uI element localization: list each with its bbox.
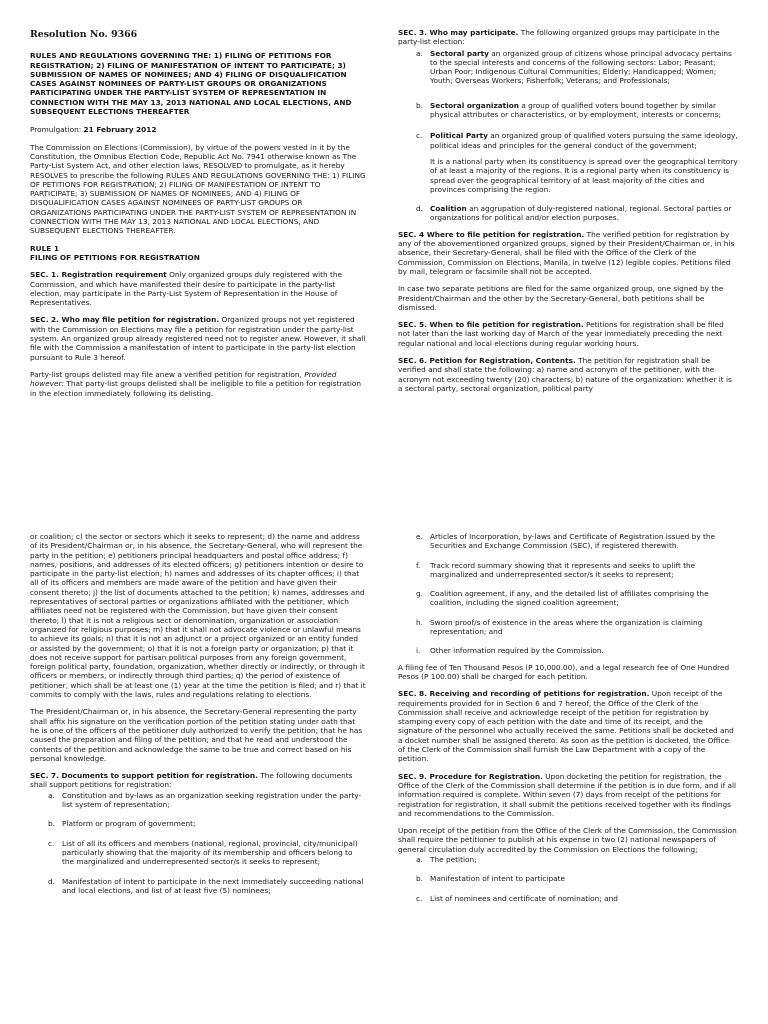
section-4: [398, 230, 738, 276]
list-marker: b.: [416, 100, 423, 110]
list-item-text: Articles of Incorporation, by-laws and Certificate of Registration issued by the Securities and Exchange Commission (SEC), if registered therewith.: [430, 532, 716, 551]
list-item-term: Political Party: [430, 131, 488, 141]
list-item: [398, 101, 738, 120]
list-item: [398, 646, 738, 655]
list-marker: c.: [416, 893, 423, 903]
list-item-text: Manifestation of intent to participate: [430, 874, 566, 884]
promulgation-date: 21 February 2012: [83, 125, 157, 135]
section-8-body: Upon receipt of the requirements provided for in Section 6 and 7 hereof, the Office of the Clerk of the Commission shall receive and acknowledge receipt of the petition for registration by stamping every copy of each petition with the date and time of its receipt, and the signature of the personnel who actually received the same. Petitions shall be docketed and a docket number shall be assigned thereto. As soon as the petition is docketed, the Office of the Clerk of the Commission shall furnish the Law Department with a copy of the petition.: [398, 689, 734, 764]
section-7: [30, 771, 366, 790]
rule-number: RULE 1: [30, 243, 59, 253]
list-marker: e.: [416, 532, 423, 541]
president-paragraph: The President/Chairman or, in his absence, the Secretary-General representing the party shall affix his signature on the verification portion of the petition stating under oath that he is one of the officers of the petitioner duly authorized to verify the petition; that he has caused the preparation and filing of the petition; and that he read and understood the contents of the petition and acknowledge the same to be true and correct based on his personal knowledge.: [30, 707, 363, 763]
section-4-body: The verified petition for registration by any of the abovementioned organized groups, signed by their President/Chairman or, in his absence, their Secretary-General, shall be filed with the Office of the Clerk of the Commission, Commission on Elections, Manila, in twelve (12) legible copies. Petitions filed by mail, telegram or facsimile shall not be accepted.: [398, 229, 735, 276]
list-item: [398, 204, 738, 223]
page1-right-column: [398, 28, 738, 401]
list-item-text: a group of qualified voters bound together by similar physical attributes or characteristics, or by employment, interests or concerns;: [430, 100, 722, 120]
list-marker: a.: [416, 48, 423, 58]
list-item-text: Constitution and by-laws as an organization seeking registration under the party-list system of representation;: [62, 790, 362, 810]
list-item: [30, 877, 366, 896]
section-2-heading: SEC. 2. Who may file petition for registration.: [30, 315, 220, 325]
list-item-term: Coalition: [430, 204, 467, 214]
list-item: [30, 839, 366, 867]
list-item-text: an organized group of qualified voters pursuing the same ideology, political ideas and principles for the general conduct of the government;: [430, 131, 738, 150]
list-item-text: an organized group of citizens whose principal advocacy pertains to the special interests and concerns of the following sectors: Labor; Peasant; Urban Poor; Indigenous Cultural Communities; Elderly; Handicapped; Women; Youth; Overseas Workers; Fisherfolk; Veterans; and Professionals;: [430, 48, 732, 86]
section-6-continued: or coalition; c) the sector or sectors which it seeks to represent; d) the name and address of its President/Chairman or, in his absence, the Secretary-General, who will represent the party in the petition; e) petitioners principal headquarters and postal office address; f) names, positions, and addresses of its elected officers; g) petitioners intention or desire to participate in the party-list election; h) names and addresses of its chapter offices; i) that all of its officers and members are made aware of the petition and have given their consent thereto; j) the list of documents attached to the petition; k) names, addresses and representatives of sectoral parties or organizations affiliated with the petitioner, which affiliates need not be registered with the Commission, but have given their consent thereto; l) that it is not a religious sect or denomination, organization or association organized for religious purposes; m) that it shall not advocate violence or unlawful means to achieve its goals; n) that it is not an adjunct or a project organized or an entity funded or assisted by the government; o) that it is not a foreign party or organization; p) that it does not receive support for partisan political purposes from any foreign government, foreign political party, foundation, organization, whether directly or indirectly, or through it officers or members, or indirectly through third parties; q) the period of existence of petitioner, which shall be at least one (1) year at the time the petition is filed; and r) that it commits to comply with the laws, rules and regulations relating to elections.: [30, 532, 366, 700]
list-item: [398, 855, 738, 864]
list-marker: f.: [416, 560, 421, 570]
section-5-body: Petitions for registration shall be filed not later than the last working day of March of the year immediately preceding the next regular national and local elections during regular working hours.: [398, 320, 724, 348]
list-item-text: an aggrupation of duly-registered national, regional. Sectoral parties or organizations for political and/or election purposes.: [430, 204, 732, 223]
list-item: [398, 49, 738, 86]
list-item-text: Platform or program of government;: [62, 819, 196, 829]
section-2-p2-proviso: Provided however:: [30, 369, 337, 389]
section-7-list-left: [30, 791, 366, 895]
resolution-heading: RULES AND REGULATIONS GOVERNING THE: 1) FILING OF PETITIONS FOR REGISTRATION; 2) FILING OF MANIFESTATION OF INTENT TO PARTICIPATE; 3) SUBMISSION OF NAMES OF NOMINEES; AND 4) FILING OF DISQUALIFICATION CASES AGAINST NOMINEES OF PARTY-LIST GROUPS OR ORGANIZATIONS PARTICIPATING UNDER THE PARTY-LIST SYSTEM OF REPRESENTATION IN CONNECTION WITH THE MAY 13, 2013 NATIONAL AND LOCAL ELECTIONS, AND SUBSEQUENT ELECTIONS THEREAFTER: [30, 51, 352, 117]
section-2-p2-b: That party-list groups delisted shall be ineligible to file a petition for registration in the election immediately following its delisting.: [30, 379, 362, 398]
section-1-body: Only organized groups duly registered with the Commission, and which have manifested their desire to participate in the party-list election, may participate in the Party-List System of Representation in the House of Representatives.: [30, 270, 343, 308]
list-item: [398, 131, 738, 194]
list-item-text: List of all its officers and members (national, regional, provincial, city/municipal) particularly showing that the majority of its membership and officers belong to the marginalized and underrepresented sector/s it seeks to represent;: [62, 838, 358, 867]
list-marker: a.: [48, 790, 55, 800]
rule-title: FILING OF PETITIONS FOR REGISTRATION: [30, 252, 200, 262]
list-item-text: Sworn proof/s of existence in the areas where the organization is claiming representation; and: [430, 617, 703, 637]
section-3: [398, 28, 738, 47]
section-4-paragraph-2: In case two separate petitions are filed for the same organized group, one signed by the President/Chairman and the other by the Secretary-General, both petitions shall be dismissed.: [398, 284, 724, 312]
section-1-heading: SEC. 1. Registration requirement: [30, 270, 167, 280]
page2-left-column: [30, 532, 366, 902]
section-9-heading: SEC. 9. Procedure for Registration.: [398, 771, 543, 781]
section-5-heading: SEC. 5. When to file petition for registration.: [398, 320, 584, 330]
section-7-body: The following documents shall support petitions for registration:: [30, 771, 353, 790]
section-1: [30, 270, 366, 307]
list-marker: d.: [416, 204, 423, 214]
resolution-title: Resolution No. 9366: [30, 29, 138, 40]
list-item: [398, 589, 738, 608]
page1-left-column: [30, 30, 366, 406]
section-9-paragraph-2: Upon receipt of the petition from the Office of the Clerk of the Commission, the Commission shall require the petitioner to publish at his expense in two (2) national newspapers of general circulation duly accredited by the Commission on Elections the following;: [398, 826, 737, 854]
list-marker: c.: [416, 131, 423, 141]
section-2-paragraph-2: [30, 370, 366, 398]
section-6-heading: SEC. 6. Petition for Registration, Contents.: [398, 356, 576, 366]
preamble: The Commission on Elections (Commission), by virtue of the powers vested in it by the Constitution, the Omnibus Election Code, Republic Act No. 7941 otherwise known as The Party-List System Act, and other election laws, RESOLVED to promulgate, as it hereby RESOLVES to prescribe the following RULES AND REGULATIONS GOVERNING THE: 1) FILING OF PETITIONS FOR REGISTRATION; 2) FILING OF MANIFESTATION OF INTENT TO PARTICIPATE; 3) SUBMISSION OF NAMES OF NOMINEES; AND 4) FILING OF DISQUALIFICATION CASES AGAINST NOMINEES OF PARTY-LIST GROUPS OR ORGANIZATIONS PARTICIPATING UNDER THE PARTY-LIST SYSTEM OF REPRESENTATION IN CONNECTION WITH THE MAY 13, 2013 NATIONAL AND LOCAL ELECTIONS, AND SUBSEQUENT ELECTIONS THEREAFTER.: [30, 142, 366, 236]
list-marker: b.: [48, 819, 55, 829]
list-marker: h.: [416, 617, 423, 627]
section-3-list: [398, 49, 738, 223]
list-item-text: Coalition agreement, if any, and the detailed list of affiliates comprising the coalition, including the signed coalition agreement;: [430, 589, 709, 608]
filing-fee-paragraph: A filing fee of Ten Thousand Pesos (P 10,000.00), and a legal research fee of One Hundred Pesos (P 100.00) shall be charged for each petition.: [398, 662, 730, 681]
list-marker: a.: [416, 855, 423, 865]
document-page-1: [0, 0, 768, 480]
section-6-body: The petition for registration shall be verified and shall state the following: a) name and acronym of the petitioner, with the acronym not exceeding twenty (20) characters; b) nature of the organization: whether it is a sectoral party, sectoral organization, political party: [398, 356, 732, 393]
section-3-heading: SEC. 3. Who may participate.: [398, 28, 519, 37]
promulgation: [30, 125, 366, 134]
list-item-term: Sectoral party: [430, 48, 489, 58]
list-item: [398, 561, 738, 580]
list-item-text: Other information required by the Commission.: [430, 646, 604, 656]
list-item-extra: It is a national party when its constituency is spread over the geographical territory of at least a majority of the regions. It is a regional party when its constituency is spread over the geographical territory of at least majority of the cities and provinces comprising the region.: [430, 156, 738, 194]
list-item-text: Track record summary showing that it represents and seeks to uplift the marginalized and underrepresented sector/s it seeks to represent;: [430, 560, 696, 579]
page2-right-column: [398, 532, 738, 910]
section-9: [398, 772, 738, 818]
section-8-heading: SEC. 8. Receiving and recording of petitions for registration.: [398, 689, 650, 699]
section-2-body: Organized groups not yet registered with the Commission on Elections may file a petition for registration under the party-list system. An organized group already registered need not to register anew. However, it shall file with the Commission a manifestation of intent to participate in the party-list election pursuant to Rule 3 hereof.: [30, 315, 366, 362]
list-item: [30, 819, 366, 828]
section-7-list-right: [398, 532, 738, 656]
section-2: [30, 315, 366, 361]
list-marker: b.: [416, 874, 423, 884]
section-5: [398, 320, 738, 348]
section-2-p2-a: Party-list groups delisted may file anew a verified petition for registration,: [30, 369, 305, 379]
list-item-text: List of nominees and certificate of nomination; and: [430, 893, 618, 903]
section-8: [398, 689, 738, 763]
list-item-text: Manifestation of intent to participate in the next immediately succeeding national and local elections, and list of at least five (5) nominees;: [62, 876, 364, 895]
list-item: [398, 894, 738, 903]
list-item-term: Sectoral organization: [430, 100, 519, 110]
section-4-heading: SEC. 4 Where to file petition for registration.: [398, 229, 585, 239]
list-item: [398, 874, 738, 883]
list-item: [30, 791, 366, 810]
section-7-heading: SEC. 7. Documents to support petition for registration.: [30, 771, 258, 781]
section-9-list: [398, 855, 738, 903]
list-marker: i.: [416, 646, 421, 656]
list-marker: d.: [48, 876, 55, 886]
section-9-body: Upon docketing the petition for registration, the Office of the Clerk of the Commission shall determine if the petition is in due form, and if all information required is complete. Within seven (7) days from receipt of the petitions for registration for registration, it shall submit the petitions received together with its findings and recommendations to the Commission.: [398, 771, 737, 818]
section-6: [398, 356, 738, 393]
rule-heading: [30, 244, 366, 263]
list-marker: g.: [416, 589, 423, 599]
promulgation-label: Promulgation:: [30, 125, 82, 135]
list-item-text: The petition;: [430, 855, 477, 865]
list-marker: c.: [48, 838, 55, 848]
document-page-2: [0, 528, 768, 1024]
section-3-body: The following organized groups may participate in the party-list election:: [398, 28, 720, 47]
list-item: [398, 532, 738, 551]
list-item: [398, 618, 738, 637]
